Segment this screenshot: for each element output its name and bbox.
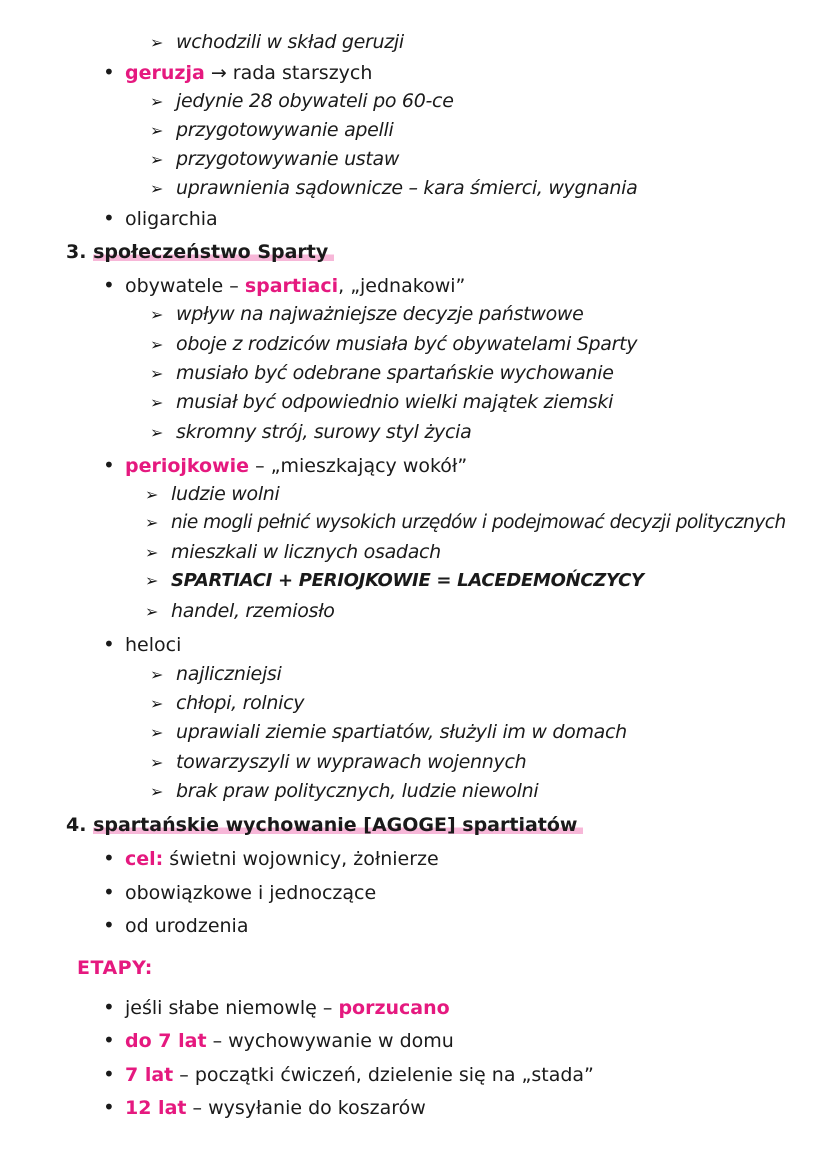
sub-item: ➢ musiał być odpowiednio wielki majątek ziemski [150, 391, 614, 413]
term: 12 lat [125, 1097, 187, 1119]
section-heading: 4. spartańskie wychowanie [AGOGE] spartiatów [66, 813, 583, 837]
sub-item: ➢ towarzyszyli w wyprawach wojennych [150, 751, 527, 773]
arrow-bullet-icon: ➢ [150, 121, 164, 140]
list-item: • cel: świetni wojownicy, żołnierze [103, 846, 439, 870]
sub-item: ➢ wchodzili w skład geruzji [150, 31, 404, 53]
arrow-bullet-icon: ➢ [145, 571, 159, 590]
arrow-bullet-icon: ➢ [150, 723, 164, 742]
arrow-bullet-icon: ➢ [150, 33, 164, 52]
arrow-bullet-icon: ➢ [145, 513, 158, 532]
list-item: • heloci [103, 632, 182, 656]
sub-item: ➢ oboje z rodziców musiała być obywatelami Sparty [150, 333, 638, 355]
list-item: • obywatele – spartiaci, „jednakowi” [103, 273, 466, 297]
etapy-label: ETAPY: [77, 957, 153, 979]
sub-item: ➢ brak praw politycznych, ludzie niewolni [150, 780, 539, 802]
arrow-bullet-icon: ➢ [150, 694, 164, 713]
list-item: • 12 lat – wysyłanie do koszarów [103, 1095, 426, 1119]
list-item: • oligarchia [103, 206, 218, 230]
sub-item: ➢ najliczniejsi [150, 663, 282, 685]
sub-item: ➢ ludzie wolni [145, 483, 280, 505]
list-item: • do 7 lat – wychowywanie w domu [103, 1028, 454, 1052]
bullet-icon: • [103, 913, 115, 937]
list-item: • geruzja → rada starszych [103, 60, 373, 84]
arrow-bullet-icon: ➢ [150, 305, 164, 324]
bullet-icon: • [103, 995, 115, 1019]
list-item: • obowiązkowe i jednoczące [103, 880, 377, 904]
bullet-icon: • [103, 1095, 115, 1119]
bullet-icon: • [103, 1062, 115, 1086]
term: geruzja [125, 62, 205, 84]
list-item: • 7 lat – początki ćwiczeń, dzielenie się na „stada” [103, 1062, 594, 1086]
sub-item: ➢ uprawiali ziemie spartiatów, służyli im w domach [150, 721, 627, 743]
bullet-icon: • [103, 273, 115, 297]
section-heading: 3. społeczeństwo Sparty [66, 240, 334, 264]
bullet-icon: • [103, 206, 115, 230]
bullet-icon: • [103, 632, 115, 656]
sub-item: ➢ SPARTIACI + PERIOJKOWIE = LACEDEMOŃCZYCY [145, 570, 644, 591]
sub-item: ➢ przygotowywanie ustaw [150, 148, 400, 170]
bullet-icon: • [103, 880, 115, 904]
arrow-bullet-icon: ➢ [145, 602, 159, 621]
list-item: • od urodzenia [103, 913, 249, 937]
arrow-bullet-icon: ➢ [150, 753, 164, 772]
term: do 7 lat [125, 1030, 207, 1052]
arrow-bullet-icon: ➢ [150, 179, 164, 198]
sub-item: ➢ handel, rzemiosło [145, 600, 335, 622]
sub-item: ➢ musiało być odebrane spartańskie wychowanie [150, 362, 614, 384]
arrow-bullet-icon: ➢ [145, 543, 159, 562]
list-item: • periojkowie – „mieszkający wokół” [103, 453, 468, 477]
sub-item: ➢ chłopi, rolnicy [150, 692, 305, 714]
arrow-bullet-icon: ➢ [150, 364, 164, 383]
arrow-bullet-icon: ➢ [150, 92, 164, 111]
arrow-bullet-icon: ➢ [145, 485, 159, 504]
sub-item: ➢ nie mogli pełnić wysokich urzędów i podejmować decyzji politycznych [145, 512, 786, 533]
term: 7 lat [125, 1064, 174, 1086]
bullet-icon: • [103, 60, 115, 84]
arrow-bullet-icon: ➢ [150, 393, 164, 412]
arrow-bullet-icon: ➢ [150, 335, 164, 354]
term: cel: [125, 848, 164, 870]
term: porzucano [338, 997, 450, 1019]
term: spartiaci [244, 275, 339, 297]
sub-item: ➢ jedynie 28 obywateli po 60-ce [150, 90, 454, 112]
bullet-icon: • [103, 1028, 115, 1052]
sub-item: ➢ skromny strój, surowy styl życia [150, 421, 472, 443]
sub-item: ➢ wpływ na najważniejsze decyzje państwowe [150, 303, 584, 325]
sub-item: ➢ uprawnienia sądownicze – kara śmierci, wygnania [150, 177, 638, 199]
arrow-bullet-icon: ➢ [150, 423, 164, 442]
term: periojkowie [125, 455, 250, 477]
sub-item: ➢ przygotowywanie apelli [150, 119, 394, 141]
arrow-bullet-icon: ➢ [150, 782, 164, 801]
list-item: • jeśli słabe niemowlę – porzucano [103, 995, 450, 1019]
arrow-bullet-icon: ➢ [150, 150, 164, 169]
arrow-bullet-icon: ➢ [150, 665, 164, 684]
bullet-icon: • [103, 453, 115, 477]
bullet-icon: • [103, 846, 115, 870]
sub-item: ➢ mieszkali w licznych osadach [145, 541, 441, 563]
arrow-right-icon: → [210, 62, 227, 84]
